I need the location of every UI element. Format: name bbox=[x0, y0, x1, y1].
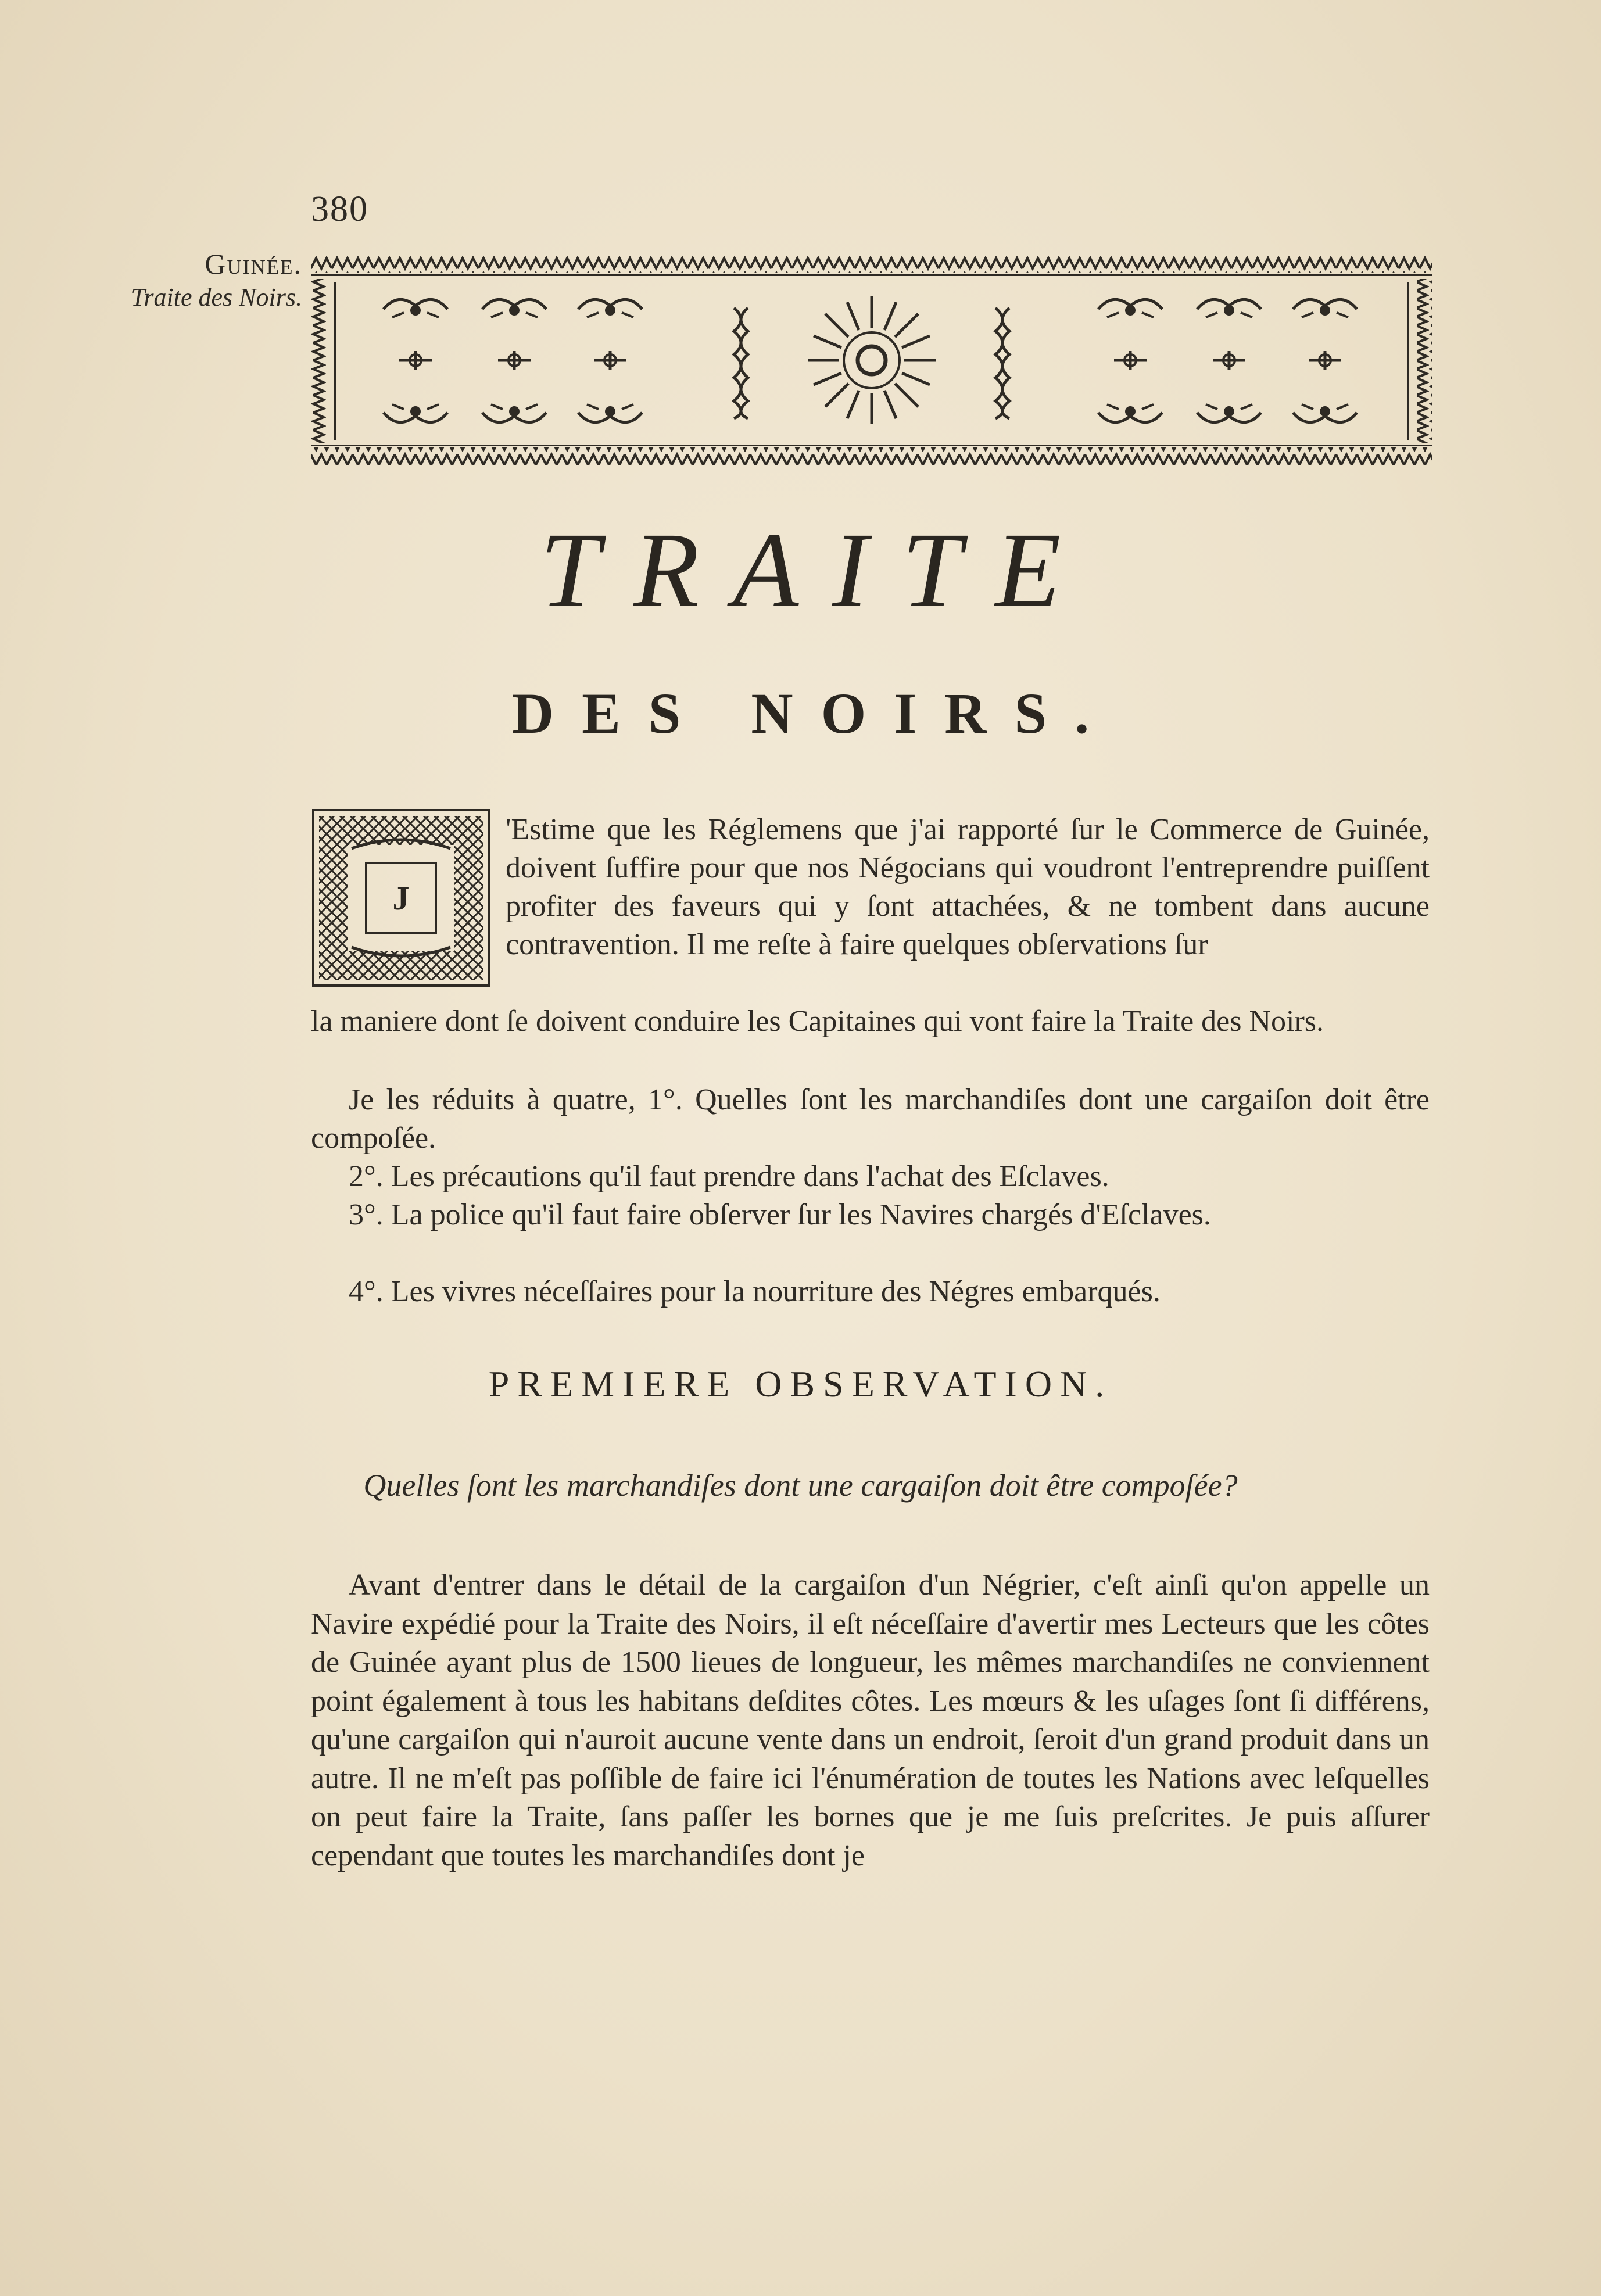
margin-note-topic: Traite des Noirs. bbox=[131, 283, 302, 311]
section-heading: PREMIERE OBSERVATION. bbox=[488, 1363, 1113, 1405]
margin-note-region: Guinée. bbox=[205, 248, 302, 280]
drop-cap-letter: J bbox=[392, 879, 410, 917]
list-item: Je les réduits à quatre, 1°. Quelles ſont les marchandiſes dont une cargaiſon doit être compoſée. bbox=[311, 1083, 1430, 1155]
page-number: 380 bbox=[311, 189, 368, 229]
paragraph-1-opening: 'Estime que les Réglemens que j'ai rapporté ſur le Commerce de Guinée, doivent ſuffire pour que nos Négocians qui voudront l'entreprendre puiſſent profiter des faveurs qui y ſont attachées, & ne tombent dans aucune contravention. Il me reſte à faire quelques obſervations ſur bbox=[506, 813, 1430, 961]
body-paragraph: Avant d'entrer dans le détail de la cargaiſon d'un Négrier, c'eſt ainſi qu'on appelle un Navire expédié pour la Traite des Noirs, il eſt néceſſaire d'avertir mes Lecteurs que les côtes de Guinée ayant plus de 1500 lieues de longueur, les mêmes marchandiſes ne conviennent point également à tous les habitans deſdites côtes. Les mœurs & les uſages ſont ſi différens, qu'une cargaiſon qui n'auroit aucune vente dans un endroit, ſeroit d'un grand produit dans un autre. Il ne m'eſt pas poſſible de faire ici l'énumération de toutes les Nations avec leſquelles on peut faire la Traite, ſans paſſer les bornes que je me ſuis preſcrites. Je puis aſſurer cependant que toutes les marchandiſes dont je bbox=[311, 1568, 1430, 1872]
section-question: Quelles ſont les marchandiſes dont une cargaiſon doit être compoſée? bbox=[363, 1468, 1238, 1503]
list-item: 3°. La police qu'il faut faire obſerver ſur les Navires chargés d'Eſclaves. bbox=[349, 1198, 1211, 1231]
margin-note bbox=[70, 247, 302, 314]
drop-cap bbox=[311, 808, 491, 988]
page-subtitle: DES NOIRS. bbox=[511, 681, 1118, 746]
list-item: 2°. Les précautions qu'il faut prendre dans l'achat des Eſclaves. bbox=[349, 1160, 1109, 1193]
page-title: TRAITE bbox=[540, 511, 1095, 630]
paragraph-1-continuation: la maniere dont ſe doivent conduire les Capitaines qui vont faire la Traite des Noirs. bbox=[311, 1005, 1324, 1038]
ornamental-headpiece-icon bbox=[311, 256, 1432, 465]
list-item: 4°. Les vivres néceſſaires pour la nourriture des Négres embarqués. bbox=[349, 1275, 1161, 1308]
